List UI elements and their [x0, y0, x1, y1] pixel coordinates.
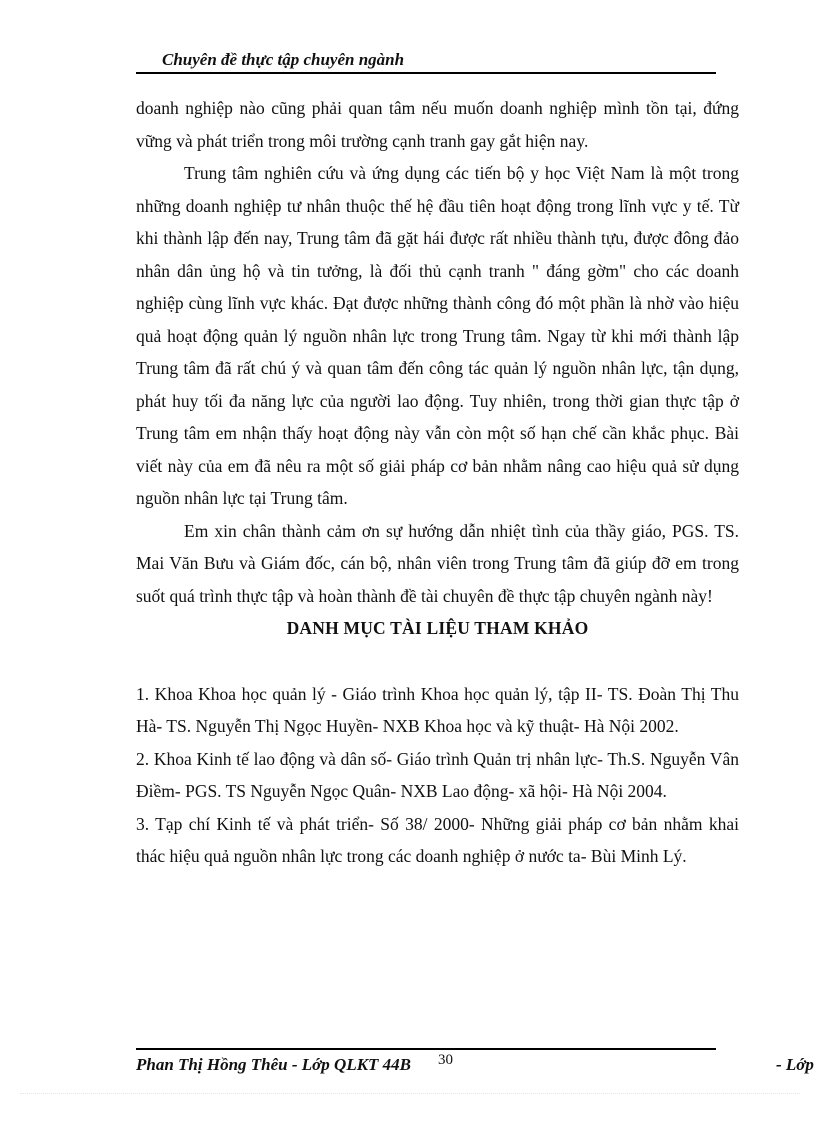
- reference-item-1: 1. Khoa Khoa học quản lý - Giáo trình Khoa học quản lý, tập II- TS. Đoàn Thị Thu Hà- TS. Nguyễn Thị Ngọc Huyền- NXB Khoa học và kỹ thuật- Hà Nội 2002.: [136, 683, 739, 736]
- page-header: [136, 48, 716, 74]
- footer-right-fragment: - Lớp: [776, 1055, 814, 1074]
- page-bottom-border: [20, 1093, 800, 1094]
- reference-item-3: 3. Tạp chí Kinh tế và phát triển- Số 38/ 2000- Những giải pháp cơ bản nhằm khai thác hiệu quả nguồn nhân lực trong các doanh nghiệp ở nước ta- Bùi Minh Lý.: [136, 813, 739, 866]
- paragraph-2: Trung tâm nghiên cứu và ứng dụng các tiến bộ y học Việt Nam là một trong những doanh nghiệp tư nhân thuộc thế hệ đầu tiên hoạt động trong lĩnh vực y tế. Từ khi thành lập đến nay, Trung tâm đã gặt hái được rất nhiều thành tựu, được đông đảo nhân dân ủng hộ và tin tưởng, là đối thủ cạnh tranh " đáng gờm" cho các doanh nghiệp cùng lĩnh vực khác. Đạt được những thành công đó một phần là nhờ vào hiệu quả hoạt động quản lý nguồn nhân lực trong Trung tâm. Ngay từ khi mới thành lập Trung tâm đã rất chú ý và quan tâm đến công tác quản lý nguồn nhân lực, tận dụng, phát huy tối đa năng lực của người lao động. Tuy nhiên, trong thời gian thực tập ở Trung tâm em nhận thấy hoạt động này vẫn còn một số hạn chế cần khắc phục. Bài viết này của em đã nêu ra một số giải pháp cơ bản nhằm nâng cao hiệu quả sử dụng nguồn nhân lực tại Trung tâm.: [136, 163, 739, 508]
- paragraph-3: Em xin chân thành cảm ơn sự hướng dẫn nhiệt tình của thầy giáo, PGS. TS. Mai Văn Bưu và Giám đốc, cán bộ, nhân viên trong Trung tâm đã giúp đỡ em trong suốt quá trình thực tập và hoàn thành đề tài chuyên đề thực tập chuyên ngành này!: [136, 520, 739, 606]
- header-title: Chuyên đề thực tập chuyên ngành: [162, 50, 405, 69]
- document-body: [136, 92, 739, 873]
- footer-divider: [136, 1048, 716, 1050]
- paragraph-1: doanh nghiệp nào cũng phải quan tâm nếu muốn doanh nghiệp mình tồn tại, đứng vững và phát triển trong môi trường cạnh tranh gay gắt hiện nay.: [136, 98, 739, 151]
- references-title: DANH MỤC TÀI LIỆU THAM KHẢO: [286, 618, 589, 638]
- footer-author: Phan Thị Hồng Thêu - Lớp QLKT 44B: [136, 1055, 412, 1074]
- page-number: 30: [438, 1052, 453, 1068]
- reference-item-2: 2. Khoa Kinh tế lao động và dân số- Giáo trình Quản trị nhân lực- Th.S. Nguyễn Vân Điềm- PGS. TS Nguyễn Ngọc Quân- NXB Lao động- xã hội- Hà Nội 2004.: [136, 748, 739, 801]
